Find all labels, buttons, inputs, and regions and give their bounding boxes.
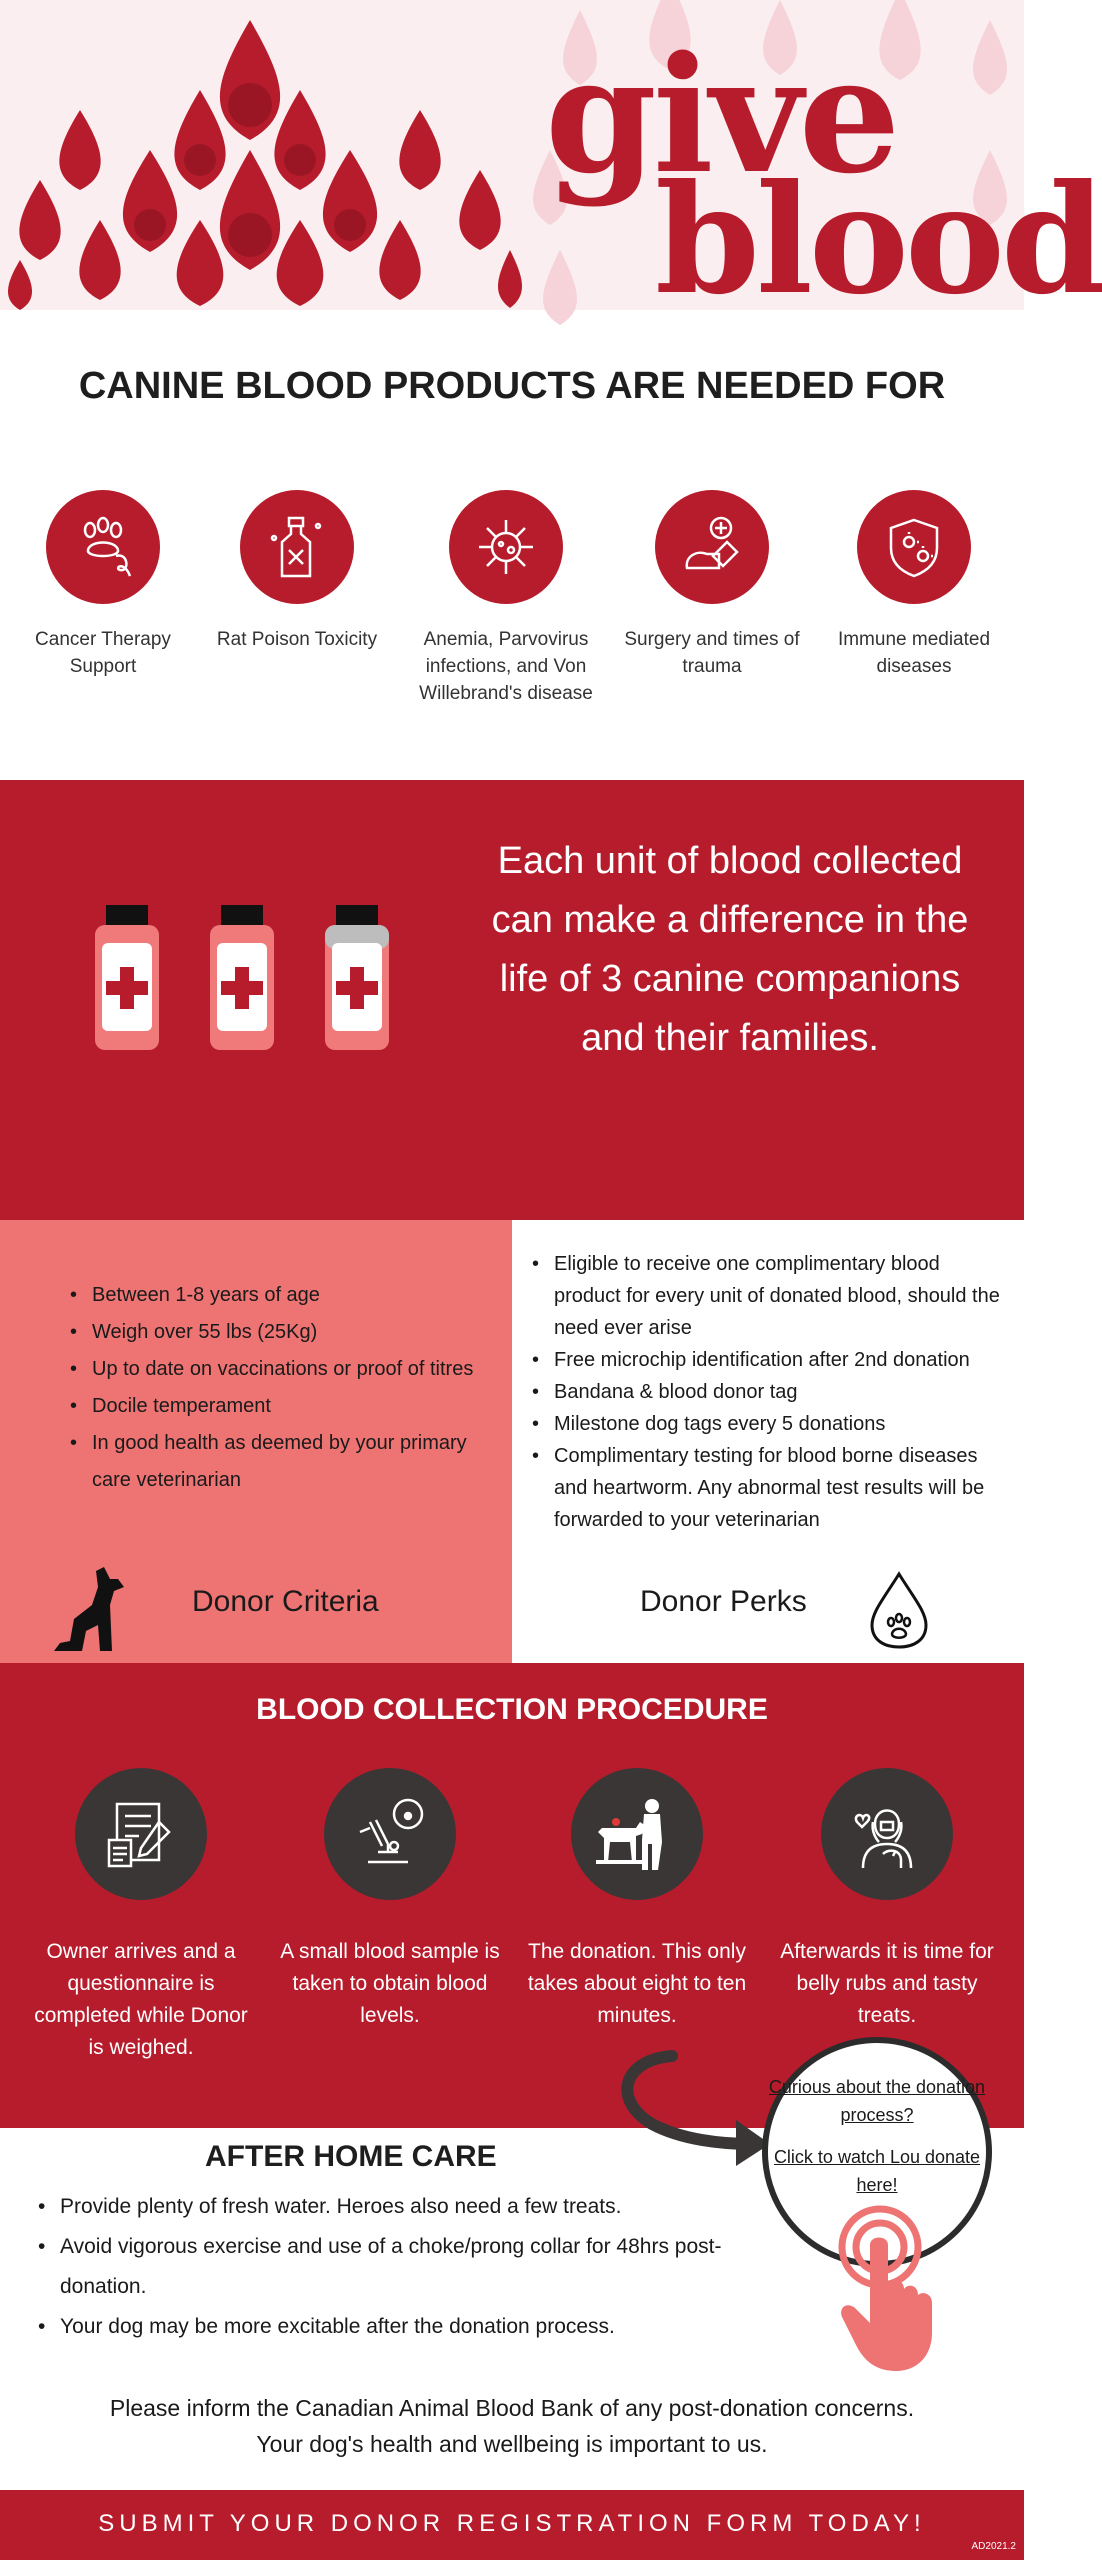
procedure-step: [275, 1768, 505, 2032]
list-item: • Docile temperament: [70, 1388, 490, 1425]
list-item: • Between 1-8 years of age: [70, 1277, 490, 1314]
step-text: Afterwards it is time for belly rubs and tasty treats.: [780, 1940, 994, 2027]
immune-shield-icon: [857, 490, 971, 604]
hero-banner: [0, 0, 1102, 328]
list-item: • Complimentary testing for blood borne diseases and heartworm. Any abnormal test results will be forwarded to your veterinarian: [532, 1440, 1012, 1536]
list-item: • Milestone dog tags every 5 donations: [532, 1408, 1012, 1440]
list-item: • Free microchip identification after 2nd donation: [532, 1344, 1012, 1376]
poison-bottle-icon: [240, 490, 354, 604]
perks-list: [532, 1248, 1012, 1536]
donor-perks-label: Donor Perks: [640, 1585, 807, 1618]
vet-donation-icon: [571, 1768, 703, 1900]
need-item-cancer: [3, 490, 203, 680]
donor-perks-panel: [512, 1220, 1024, 1663]
procedure-step: [26, 1768, 256, 2064]
list-item: • Eligible to receive one complimentary blood product for every unit of donated blood, should the need ever arise: [532, 1248, 1012, 1344]
procedure-step: [522, 1768, 752, 2032]
vet-with-dog-icon: [821, 1768, 953, 1900]
criteria-list: [70, 1277, 490, 1499]
virus-icon: [449, 490, 563, 604]
need-label: Anemia, Parvovirus infections, and Von Willebrand's disease: [419, 629, 593, 704]
need-label: Cancer Therapy Support: [35, 629, 171, 677]
dog-syringe-icon: [655, 490, 769, 604]
donor-criteria-panel: [0, 1220, 512, 1663]
need-label: Surgery and times of trauma: [624, 629, 800, 677]
donor-criteria-label: Donor Criteria: [192, 1585, 379, 1618]
register-call-to-action[interactable]: SUBMIT YOUR DONOR REGISTRATION FORM TODAY!: [98, 2510, 926, 2537]
list-item: • Weigh over 55 lbs (25Kg): [70, 1314, 490, 1351]
step-text: Owner arrives and a questionnaire is completed while Donor is weighed.: [34, 1940, 248, 2059]
blood-bags-icon: [90, 905, 410, 1050]
blood-heading: blood: [655, 152, 1102, 328]
after-care-list: [38, 2187, 768, 2347]
list-item: • Up to date on vaccinations or proof of titres: [70, 1351, 490, 1388]
list-item: • Bandana & blood donor tag: [532, 1376, 1012, 1408]
list-item: • Your dog may be more excitable after the donation process.: [38, 2307, 768, 2347]
footer-banner: [0, 2490, 1024, 2560]
list-item: • In good health as deemed by your primary care veterinarian: [70, 1425, 490, 1499]
paw-ribbon-icon: [46, 490, 160, 604]
procedure-step: [772, 1768, 1002, 2032]
need-item-surgery: [612, 490, 812, 680]
blood-drops-leaf-decoration: [0, 0, 560, 310]
tap-hand-icon: [830, 2205, 950, 2375]
list-item: • Avoid vigorous exercise and use of a choke/prong collar for 48hrs post-donation.: [38, 2227, 768, 2307]
microscope-icon: [324, 1768, 456, 1900]
need-item-anemia: [406, 490, 606, 707]
sitting-dog-icon: [52, 1565, 132, 1655]
list-item: • Provide plenty of fresh water. Heroes also need a few treats.: [38, 2187, 768, 2227]
inform-line-1: Please inform the Canadian Animal Blood Bank of any post-donation concerns.: [109, 2395, 915, 2421]
after-care-title: AFTER HOME CARE: [205, 2140, 497, 2173]
cta-question-link[interactable]: Curious about the donation process?: [768, 2077, 986, 2125]
inform-text: [0, 2390, 1024, 2462]
unit-impact-text: Each unit of blood collected can make a difference in the life of 3 canine companions and their families.: [491, 840, 969, 1059]
inform-line-2: Your dog's health and wellbeing is important to us.: [256, 2431, 768, 2457]
curved-arrow-icon: [612, 2040, 782, 2180]
need-item-rat-poison: [197, 490, 397, 653]
cta-watch-link[interactable]: Click to watch Lou donate here!: [773, 2147, 981, 2195]
need-item-immune: [814, 490, 1014, 680]
give-heading: give: [545, 21, 897, 209]
step-text: The donation. This only takes about eight to ten minutes.: [527, 1940, 747, 2027]
step-text: A small blood sample is taken to obtain blood levels.: [280, 1940, 500, 2027]
needed-for-list: [0, 490, 1024, 730]
need-label: Rat Poison Toxicity: [216, 629, 378, 650]
document-code: AD2021.2: [971, 2541, 1016, 2552]
needed-for-title: CANINE BLOOD PRODUCTS ARE NEEDED FOR: [78, 365, 946, 407]
questionnaire-icon: [75, 1768, 207, 1900]
blood-drop-paw-icon: [862, 1570, 937, 1650]
unit-impact-band: [0, 780, 1024, 1220]
need-label: Immune mediated diseases: [837, 629, 991, 677]
procedure-title: BLOOD COLLECTION PROCEDURE: [256, 1693, 768, 1726]
